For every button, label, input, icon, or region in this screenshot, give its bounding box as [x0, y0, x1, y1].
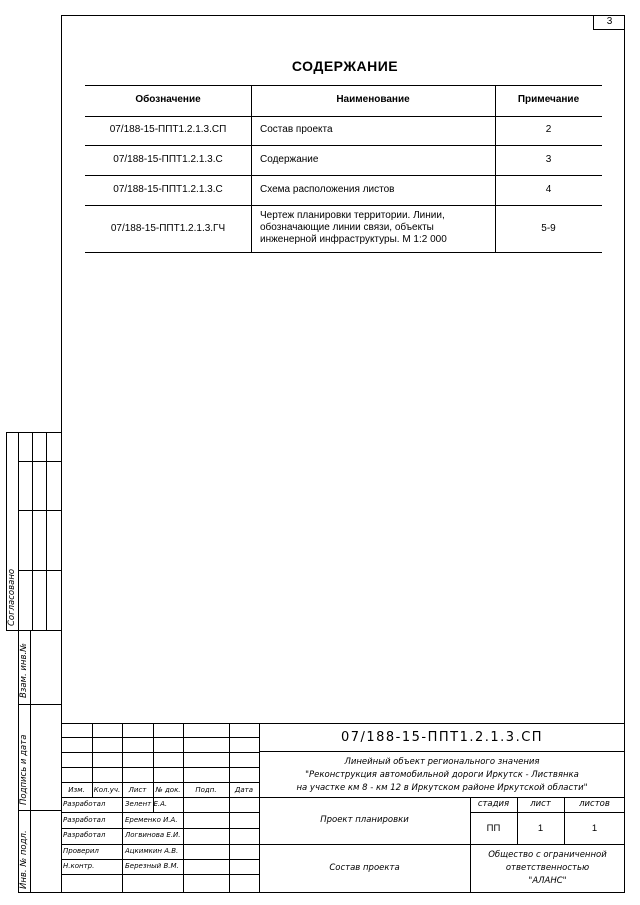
header-sheet: Лист — [128, 786, 147, 794]
row-name: Содержание — [260, 154, 319, 165]
signatory-role: Разработал — [63, 800, 106, 808]
row-code: 07/188-15-ППТ1.2.1.3.ГЧ — [110, 223, 226, 234]
page-title: СОДЕРЖАНИЕ — [291, 58, 399, 74]
row-code: 07/188-15-ППТ1.2.1.3.С — [113, 184, 223, 195]
row-note: 5-9 — [541, 223, 556, 234]
organization-line: "АЛАНС" — [528, 876, 567, 886]
signatory-name: Березный В.М. — [125, 862, 179, 870]
header-count: Кол.уч. — [93, 786, 121, 794]
signatory-role: Н.контр. — [63, 862, 95, 870]
replace-inventory-label: Взам. инв.№ — [19, 642, 29, 698]
sheets-label: листов — [579, 799, 610, 809]
header-doc-number: № док. — [155, 786, 181, 794]
signatory-role: Разработал — [63, 831, 106, 839]
sheet-label: лист — [530, 799, 551, 809]
signatory-role: Разработал — [63, 816, 106, 824]
header-change: Изм. — [68, 786, 85, 794]
object-description-line: "Реконструкция автомобильной дороги Иркутск - Листвянка — [305, 770, 579, 780]
object-description-line: на участке км 8 - км 12 в Иркутском районе Иркутской области" — [296, 783, 588, 793]
row-code: 07/188-15-ППТ1.2.1.3.С — [113, 154, 223, 165]
header-date: Дата — [234, 786, 254, 794]
row-name: Состав проекта — [260, 124, 333, 135]
row-name-line: инженерной инфраструктуры. М 1:2 000 — [260, 234, 447, 245]
row-note: 2 — [545, 124, 552, 135]
stage-label: стадия — [477, 799, 510, 809]
row-name-line: Чертеж планировки территории. Линии, — [260, 210, 445, 221]
signatory-name: Логвинова Е.И. — [125, 831, 181, 839]
project-name: Проект планировки — [320, 815, 409, 825]
column-header-name: Наименование — [336, 94, 410, 105]
row-note: 3 — [545, 154, 552, 165]
stage-value: ПП — [486, 823, 501, 834]
row-code: 07/188-15-ППТ1.2.1.3.СП — [109, 124, 227, 135]
sheets-value: 1 — [591, 823, 598, 834]
signatory-name: Ацкимкин А.В. — [125, 847, 179, 855]
agreed-label: Согласовано — [7, 568, 17, 626]
column-header-designation: Обозначение — [135, 94, 201, 105]
organization-line: Общество с ограниченной — [488, 850, 607, 860]
page-number: 3 — [606, 16, 613, 27]
column-header-note: Примечание — [517, 94, 580, 105]
signatory-name: Еременко И.А. — [125, 816, 178, 824]
document-code: 07/188-15-ППТ1.2.1.3.СП — [340, 730, 544, 745]
signatory-role: Проверил — [63, 847, 99, 855]
sheet-value: 1 — [537, 823, 544, 834]
row-name-line: обозначающие линии связи, объекты — [260, 222, 434, 233]
signatory-name: Зелент Е.А. — [125, 800, 168, 808]
row-note: 4 — [545, 184, 552, 195]
sheet-name: Состав проекта — [329, 863, 400, 873]
original-inventory-label: Инв. № подл. — [19, 830, 29, 889]
signature-date-label: Подпись и дата — [19, 734, 29, 805]
organization-line: ответственностью — [505, 863, 590, 873]
row-name: Схема расположения листов — [260, 184, 395, 195]
header-signature: Подп. — [195, 786, 217, 794]
object-description-line: Линейный объект регионального значения — [344, 757, 540, 767]
